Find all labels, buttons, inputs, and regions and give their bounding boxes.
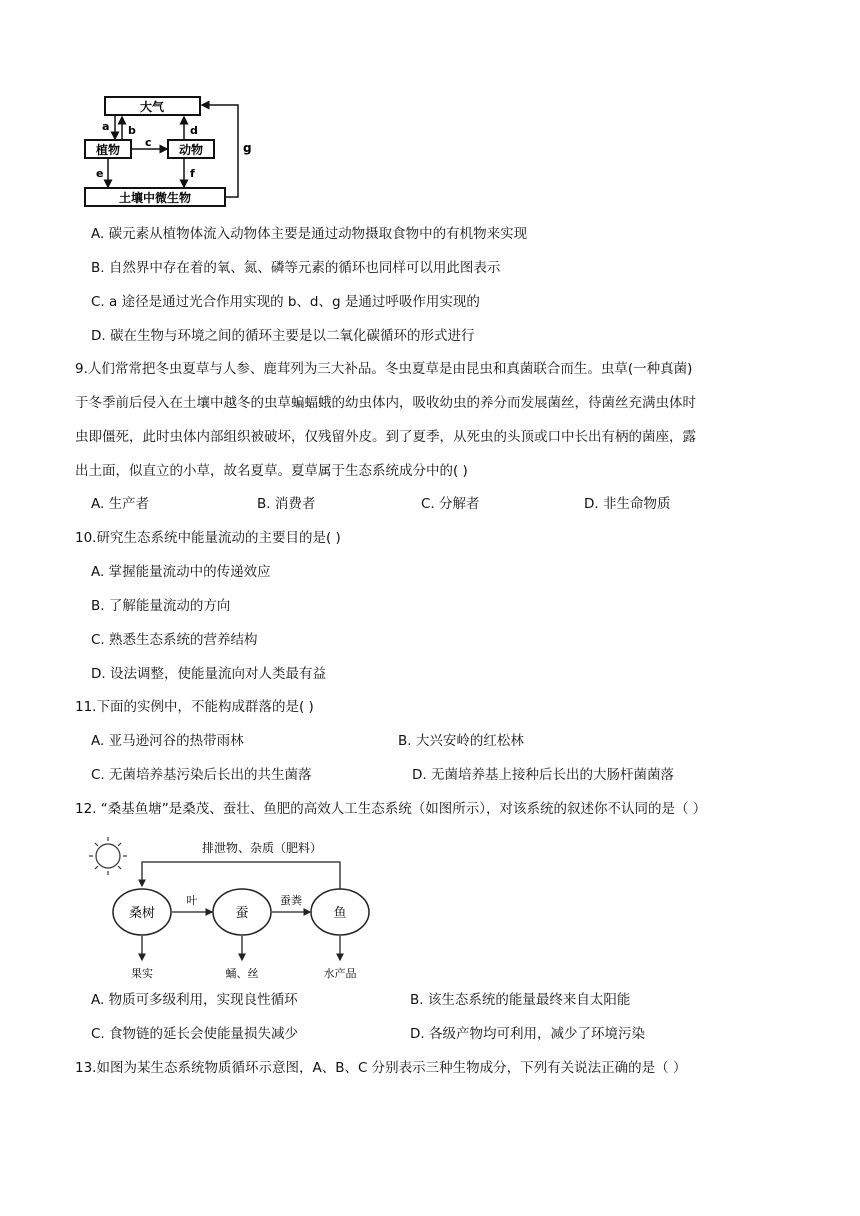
microbes-label: 土壤中微生物	[118, 191, 192, 205]
plant-label: 植物	[95, 143, 121, 157]
q11-option-c[interactable]: C. 无菌培养基污染后长出的共生菌落	[91, 767, 312, 783]
q8-option-b[interactable]: B. 自然界中存在着的氧、氮、磷等元素的循环也同样可以用此图表示	[91, 260, 501, 276]
svg-text:g: g	[243, 141, 252, 155]
q9-stem-line-3: 虫即僵死，此时虫体内部组织被破坏，仅残留外皮。到了夏季，从死虫的头顶或口中长出有柄的菌座，露	[75, 429, 696, 445]
atmosphere-label: 大气	[139, 100, 165, 114]
q10-option-c[interactable]: C. 熟悉生态系统的营养结构	[91, 632, 258, 648]
q10-stem: 10.研究生态系统中能量流动的主要目的是( )	[75, 530, 341, 546]
q11-stem: 11.下面的实例中，不能构成群落的是( )	[75, 699, 314, 715]
svg-text:叶: 叶	[186, 894, 198, 907]
svg-text:e: e	[96, 167, 104, 180]
q8-option-c[interactable]: C. a 途径是通过光合作用实现的 b、d、g 是通过呼吸作用实现的	[91, 294, 480, 310]
q10-option-a[interactable]: A. 掌握能量流动中的传递效应	[91, 564, 271, 580]
q10-option-b[interactable]: B. 了解能量流动的方向	[91, 598, 231, 614]
svg-text:水产品: 水产品	[323, 967, 357, 980]
q11-option-b[interactable]: B. 大兴安岭的红松林	[398, 733, 524, 749]
q13-stem: 13.如图为某生态系统物质循环示意图，A、B、C 分别表示三种生物成分，下列有关说法正确的是（ ）	[75, 1060, 687, 1076]
q11-option-d[interactable]: D. 无菌培养基上接种后长出的大肠杆菌菌落	[412, 767, 674, 783]
q8-option-a[interactable]: A. 碳元素从植物体流入动物体主要是通过动物摄取食物中的有机物来实现	[91, 226, 528, 242]
svg-text:蛹、丝: 蛹、丝	[225, 967, 259, 980]
svg-text:桑树: 桑树	[128, 906, 156, 921]
q12-stem: 12. “桑基鱼塘”是桑茂、蚕壮、鱼肥的高效人工生态系统（如图所示），对该系统的叙述你不认同的是（ ）	[75, 801, 707, 817]
svg-text:b: b	[128, 124, 136, 137]
q11-option-a[interactable]: A. 亚马逊河谷的热带雨林	[91, 733, 244, 749]
svg-text:果实: 果实	[131, 967, 153, 980]
q12-option-d[interactable]: D. 各级产物均可利用，减少了环境污染	[410, 1026, 645, 1042]
q12-option-b[interactable]: B. 该生态系统的能量最终来自太阳能	[410, 992, 631, 1008]
animal-label: 动物	[178, 143, 204, 157]
carbon-cycle-diagram	[80, 92, 260, 210]
mulberry-fish-pond-diagram	[84, 832, 384, 984]
q12-option-c[interactable]: C. 食物链的延长会使能量损失减少	[91, 1026, 299, 1042]
fertilizer-label: 排泄物、杂质（肥料）	[201, 841, 323, 855]
sun-icon	[89, 837, 127, 875]
svg-text:d: d	[190, 124, 198, 137]
q9-option-b[interactable]: B. 消费者	[257, 496, 316, 512]
q9-stem-line-2: 于冬季前后侵入在土壤中越冬的虫草蝙蝠蛾的幼虫体内，吸收幼虫的养分而发展菌丝，待菌丝充满虫体时	[75, 395, 696, 411]
q12-option-a[interactable]: A. 物质可多级利用，实现良性循环	[91, 992, 298, 1008]
q9-option-c[interactable]: C. 分解者	[421, 496, 480, 512]
q8-option-d[interactable]: D. 碳在生物与环境之间的循环主要是以二氧化碳循环的形式进行	[91, 328, 475, 344]
svg-text:鱼: 鱼	[333, 906, 347, 921]
q10-option-d[interactable]: D. 设法调整，使能量流向对人类最有益	[91, 666, 326, 682]
svg-text:蚕: 蚕	[235, 906, 249, 921]
q9-stem-line-1: 9.人们常常把冬虫夏草与人参、鹿茸列为三大补品。冬虫夏草是由昆虫和真菌联合而生。虫草(一种真菌)	[75, 361, 693, 377]
q9-stem-line-4: 出土面，似直立的小草，故名夏草。夏草属于生态系统成分中的( )	[75, 463, 468, 479]
svg-text:c: c	[145, 136, 152, 149]
q9-option-d[interactable]: D. 非生命物质	[584, 496, 671, 512]
svg-text:a: a	[102, 120, 110, 133]
svg-text:蚕粪: 蚕粪	[280, 894, 302, 907]
q9-option-a[interactable]: A. 生产者	[91, 496, 150, 512]
svg-text:f: f	[190, 167, 195, 180]
